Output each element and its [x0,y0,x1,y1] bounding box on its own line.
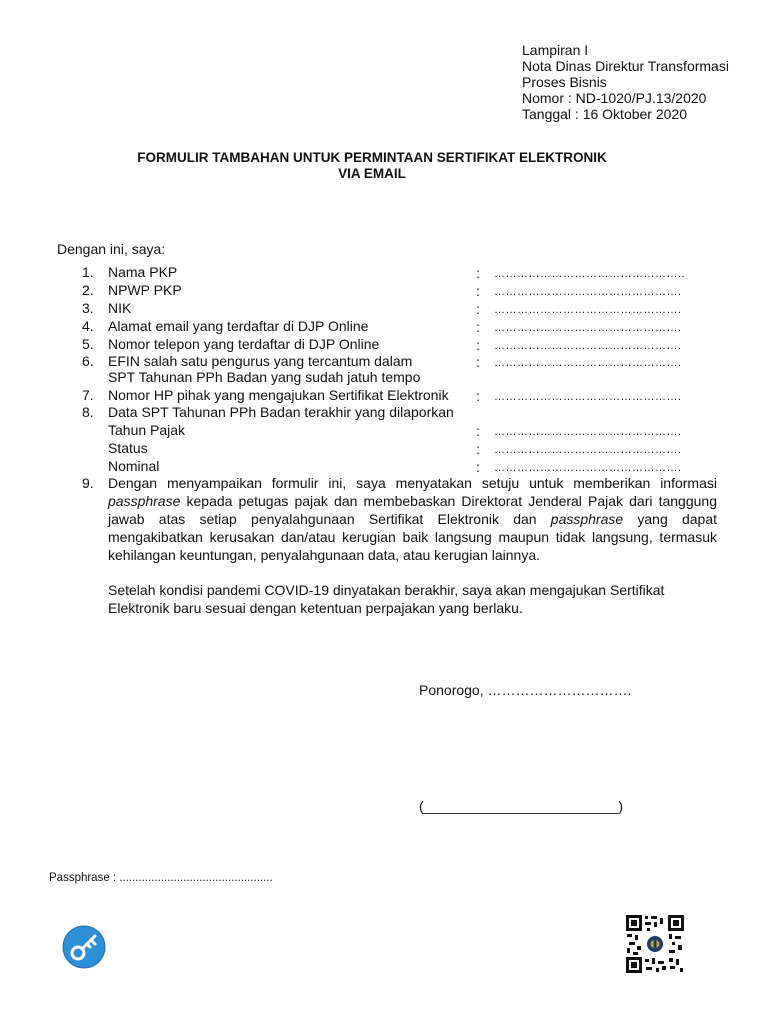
field-blank-nominal[interactable]: …………………………………………. [494,462,682,474]
field-row-telepon [82,336,379,353]
field-row-nama-pkp [82,264,177,281]
signature-line[interactable]: (_________________________) [419,798,623,814]
field-number: 2. [82,282,94,298]
field-blank-nama-pkp[interactable]: ………………………………………….. [494,268,686,280]
header-line-3: Proses Bisnis [522,74,607,90]
key-logo-icon [62,925,106,969]
field-colon: : [476,423,480,439]
field-number: 7. [82,387,94,403]
field-label: Nomor HP pihak yang mengajukan Sertifikat Elektronik [108,387,449,403]
field-label: Nomor telepon yang terdaftar di DJP Online [108,336,380,352]
field-colon: : [476,301,480,317]
field-number: 8. [82,404,94,420]
field-row-npwp-pkp [82,282,182,299]
field-row-nomor-hp [82,387,449,404]
field-blank-status[interactable]: …………………………………………. [494,444,682,456]
field-label: Alamat email yang terdaftar di DJP Online [108,318,369,334]
field-number: 1. [82,264,94,280]
field-colon: : [476,283,480,299]
header-line-2: Nota Dinas Direktur Transformasi [522,58,729,74]
field-label: NIK [108,300,132,316]
field-blank-efin[interactable]: …………………………………………. [494,357,682,369]
field-colon: : [476,265,480,281]
field-number: 5. [82,336,94,352]
field-blank-npwp-pkp[interactable]: …………………………………………. [494,286,682,298]
field-blank-tahun-pajak[interactable]: …………………………………………. [494,426,682,438]
field-blank-nomor-hp[interactable]: …………………………………………. [494,391,682,403]
field-colon: : [476,319,480,335]
field-row-nik [82,300,131,317]
field-blank-email[interactable]: …………………………………………. [494,322,682,334]
field-row-email [82,318,368,335]
form-title-line-1: FORMULIR TAMBAHAN UNTUK PERMINTAAN SERTIFIKAT ELEKTRONIK [137,150,607,165]
subfield-label-nominal: Nominal [108,458,160,474]
header-line-4: Nomor : ND-1020/PJ.13/2020 [522,90,707,106]
field-colon: : [476,388,480,404]
field-label: Nama PKP [108,264,178,280]
header-line-5: Tanggal : 16 Oktober 2020 [522,106,688,122]
covid-paragraph: Setelah kondisi pandemi COVID-19 dinyatakan berakhir, saya akan mengajukan Sertifikat Elektronik baru sesuai dengan ketentuan perpajakan yang berlaku. [108,582,665,616]
field-label: NPWP PKP [108,282,182,298]
subfield-label-tahun-pajak: Tahun Pajak [108,422,186,438]
passphrase-field[interactable]: Passphrase : ................................................ [49,872,273,884]
field-row-efin [82,353,412,370]
field-label-continued: SPT Tahunan PPh Badan yang sudah jatuh tempo [108,369,421,385]
qr-code-icon [625,914,685,974]
field-number: 6. [82,353,94,369]
field-colon: : [476,441,480,457]
field-blank-nik[interactable]: …………………………………………. [494,304,682,316]
consent-paragraph: Dengan menyampaikan formulir ini, saya menyatakan setuju untuk memberikan informasi passphrase kepada petugas pajak dan membebaskan Direktorat Jenderal Pajak dari tanggung jawab atas setiap penyalahgunaan Sertifikat Elektronik dan passphrase yang dapat mengakibatkan kerusakan dan/atau kerugian baik langsung maupun tidak langsung, termasuk kehilangan keuntungan, penyalahgunaan data, atau kerugian lainnya. [108,475,718,563]
subfield-label-status: Status [108,440,148,456]
field-number: 3. [82,300,94,316]
passphrase-term: passphrase [550,511,624,527]
field-colon: : [476,337,480,353]
item-9-number: 9. [82,475,94,491]
attachment-header [522,42,729,122]
form-title-line-2: VIA EMAIL [338,166,406,181]
field-colon: : [476,354,480,370]
field-number: 4. [82,318,94,334]
place-date-line[interactable]: Ponorogo, …………………………. [419,682,632,698]
form-title [0,150,744,182]
field-label: EFIN salah satu pengurus yang tercantum dalam [108,353,413,369]
intro-text: Dengan ini, saya: [57,241,166,257]
field-blank-telepon[interactable]: …………………………………………. [494,340,682,352]
field-colon: : [476,459,480,475]
header-line-1: Lampiran I [522,42,589,58]
passphrase-term: passphrase [108,493,181,509]
field-label: Data SPT Tahunan PPh Badan terakhir yang dilaporkan [108,404,454,420]
field-row-data-spt [82,404,454,421]
